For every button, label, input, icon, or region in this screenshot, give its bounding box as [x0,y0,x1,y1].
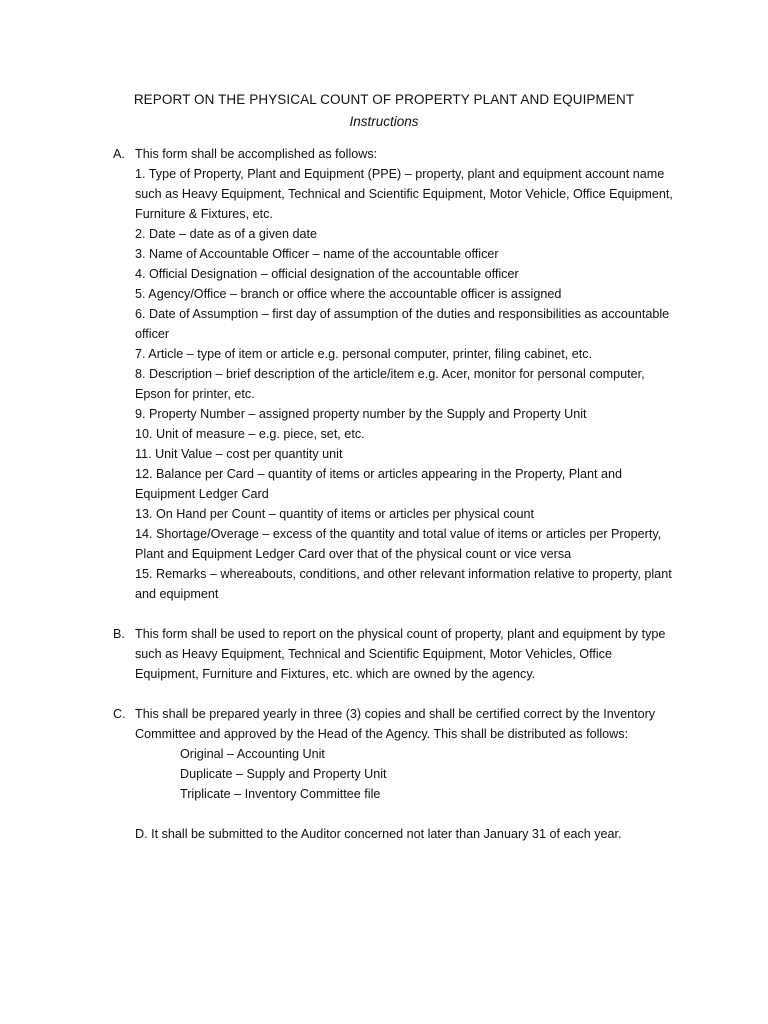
list-item: 15. Remarks – whereabouts, conditions, and other relevant information relative to property, plant and equipment [135,567,672,601]
list-item: 11. Unit Value – cost per quantity unit [135,447,343,461]
document-title: REPORT ON THE PHYSICAL COUNT OF PROPERTY PLANT AND EQUIPMENT [133,92,635,107]
list-item: 9. Property Number – assigned property number by the Supply and Property Unit [135,407,587,421]
section-a-intro: This form shall be accomplished as follows: [135,147,378,161]
list-item: 12. Balance per Card – quantity of items or articles appearing in the Property, Plant and Equipment Ledger Card [135,467,622,501]
list-item: 14. Shortage/Overage – excess of the quantity and total value of items or articles per Property, Plant and Equipment Ledger Card over that of the physical count or vice versa [135,527,662,561]
section-a-letter: A. [113,147,125,161]
section-d-text: D. It shall be submitted to the Auditor concerned not later than January 31 of each year. [135,827,622,841]
section-c-text: This shall be prepared yearly in three (3) copies and shall be certified correct by the Inventory Committee and approved by the Head of the Agency. This shall be distributed as follows: [135,707,656,741]
list-item: 6. Date of Assumption – first day of assumption of the duties and responsibilities as accountable officer [135,307,670,341]
list-item: 13. On Hand per Count – quantity of items or articles per physical count [135,507,535,521]
list-item: 3. Name of Accountable Officer – name of the accountable officer [135,247,499,261]
section-c [113,704,673,804]
list-item: 1. Type of Property, Plant and Equipment (PPE) – property, plant and equipment account name such as Heavy Equipment, Technical and Scientific Equipment, Motor Vehicle, Office Equipment, Furniture & Fixtures, etc. [135,167,673,221]
list-item: 5. Agency/Office – branch or office where the accountable officer is assigned [135,287,562,301]
distribution-item: Triplicate – Inventory Committee file [180,787,381,801]
section-b-text: This form shall be used to report on the physical count of property, plant and equipment by type such as Heavy Equipment, Technical and Scientific Equipment, Motor Vehicles, Office Equipment, Furniture and Fixtures, etc. which are owned by the agency. [135,627,666,681]
document-subtitle: Instructions [349,114,419,129]
section-c-letter: C. [113,707,126,721]
section-b-letter: B. [113,627,125,641]
list-item: 4. Official Designation – official designation of the accountable officer [135,267,519,281]
list-item: 7. Article – type of item or article e.g. personal computer, printer, filing cabinet, etc. [135,347,593,361]
distribution-item: Original – Accounting Unit [180,747,325,761]
section-b [113,624,673,684]
distribution-item: Duplicate – Supply and Property Unit [180,767,387,781]
section-a [113,144,673,604]
section-d [113,824,673,844]
list-item: 2. Date – date as of a given date [135,227,318,241]
list-item: 10. Unit of measure – e.g. piece, set, etc. [135,427,365,441]
list-item: 8. Description – brief description of the article/item e.g. Acer, monitor for personal computer, Epson for printer, etc. [135,367,645,401]
